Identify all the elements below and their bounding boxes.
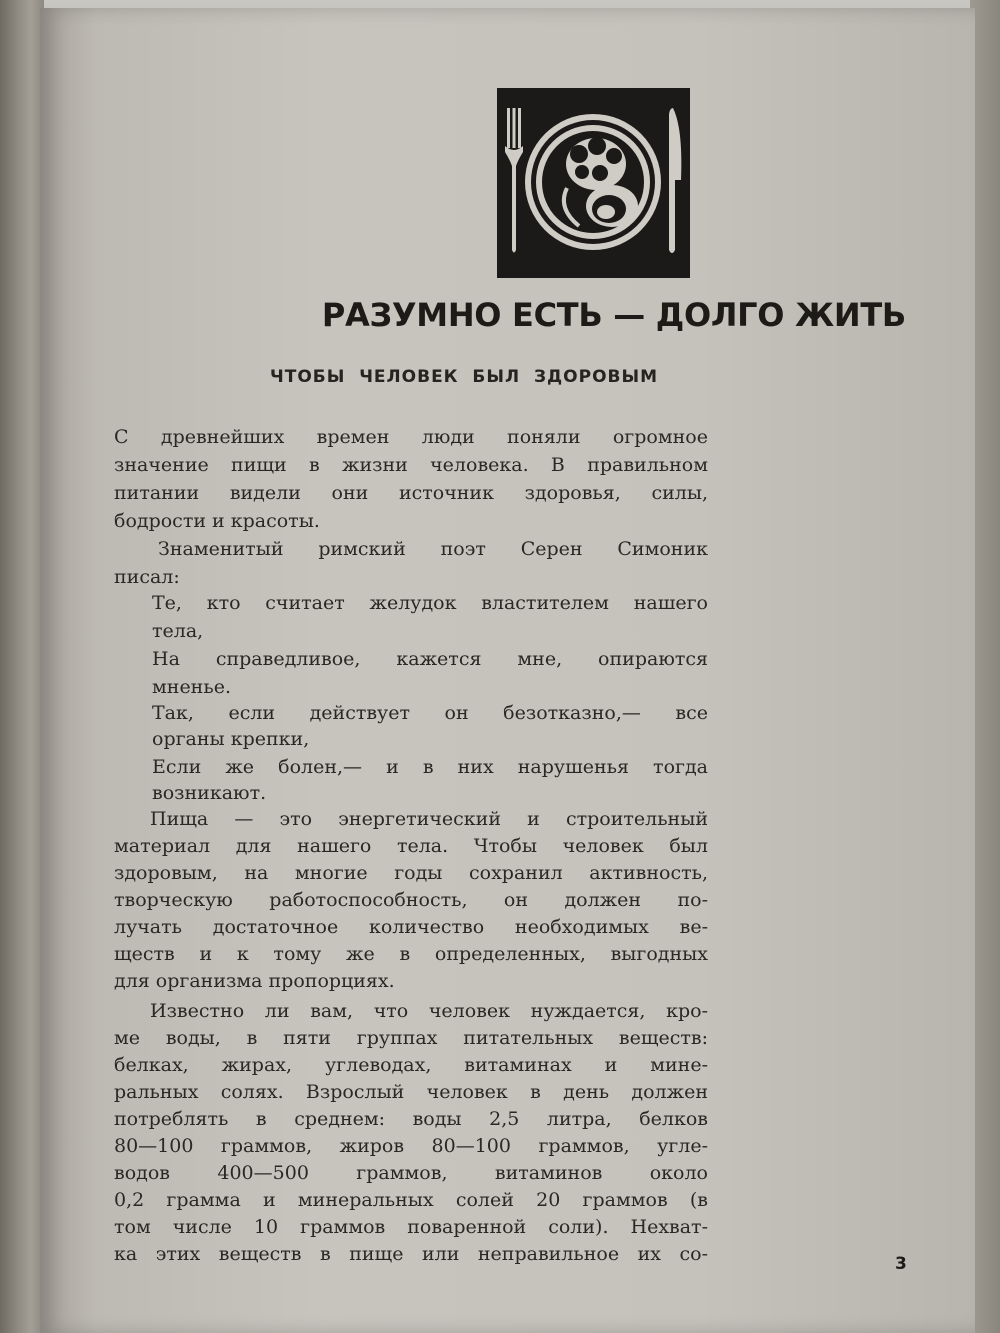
text-line: лучать достаточное количество необходимых ве- xyxy=(114,916,708,938)
text-line: водов 400—500 граммов, витаминов около xyxy=(114,1162,708,1184)
text-line: Известно ли вам, что человек нуждается, кро- xyxy=(150,1000,708,1022)
book-spine xyxy=(0,0,44,1333)
text-line: ме воды, в пяти группах питательных веществ: xyxy=(114,1027,708,1049)
text-line: ществ и к тому же в определенных, выгодных xyxy=(114,943,708,965)
text-line: том числе 10 граммов поваренной соли). Нехват- xyxy=(114,1216,708,1238)
text-line: Так, если действует он безотказно,— все xyxy=(152,702,708,724)
text-line: Знаменитый римский поэт Серен Симоник xyxy=(158,538,708,560)
text-line: Пища — это энергетический и строительный xyxy=(150,808,708,830)
text-line: питании видели они источник здоровья, силы, xyxy=(114,482,708,504)
text-line: возникают. xyxy=(152,782,267,804)
text-line: С древнейших времен люди поняли огромное xyxy=(114,426,708,448)
text-line: На справедливое, кажется мне, опираются xyxy=(152,648,708,670)
section-subtitle: ЧТОБЫ ЧЕЛОВЕК БЫЛ ЗДОРОВЫМ xyxy=(270,367,659,387)
plate-fork-knife-icon xyxy=(497,88,690,278)
text-line: 80—100 граммов, жиров 80—100 граммов, угле- xyxy=(114,1135,708,1157)
text-line: писал: xyxy=(114,566,180,588)
text-line: ка этих веществ в пище или неправильное их со- xyxy=(114,1243,708,1265)
text-line: ральных солях. Взрослый человек в день должен xyxy=(114,1081,708,1103)
text-line: бодрости и красоты. xyxy=(114,510,320,532)
text-line: для организма пропорциях. xyxy=(114,970,395,992)
text-line: мненье. xyxy=(152,676,231,698)
text-line: 0,2 грамма и минеральных солей 20 граммов (в xyxy=(114,1189,708,1211)
text-line: материал для нашего тела. Чтобы человек был xyxy=(114,835,708,857)
text-line: органы крепки, xyxy=(152,728,310,750)
text-line: творческую работоспособность, он должен по- xyxy=(114,889,708,911)
text-line: значение пищи в жизни человека. В правильном xyxy=(114,454,708,476)
chapter-title: РАЗУМНО ЕСТЬ — ДОЛГО ЖИТЬ xyxy=(321,296,906,334)
text-line: белках, жирах, углеводах, витаминах и мине- xyxy=(114,1054,708,1076)
page-number: 3 xyxy=(895,1254,907,1274)
text-line: тела, xyxy=(152,620,204,642)
text-line: Если же болен,— и в них нарушенья тогда xyxy=(152,756,708,778)
text-line: здоровым, на многие годы сохранил активность, xyxy=(114,862,708,884)
text-line: Те, кто считает желудок властителем нашего xyxy=(152,592,708,614)
text-line: потреблять в среднем: воды 2,5 литра, белков xyxy=(114,1108,708,1130)
